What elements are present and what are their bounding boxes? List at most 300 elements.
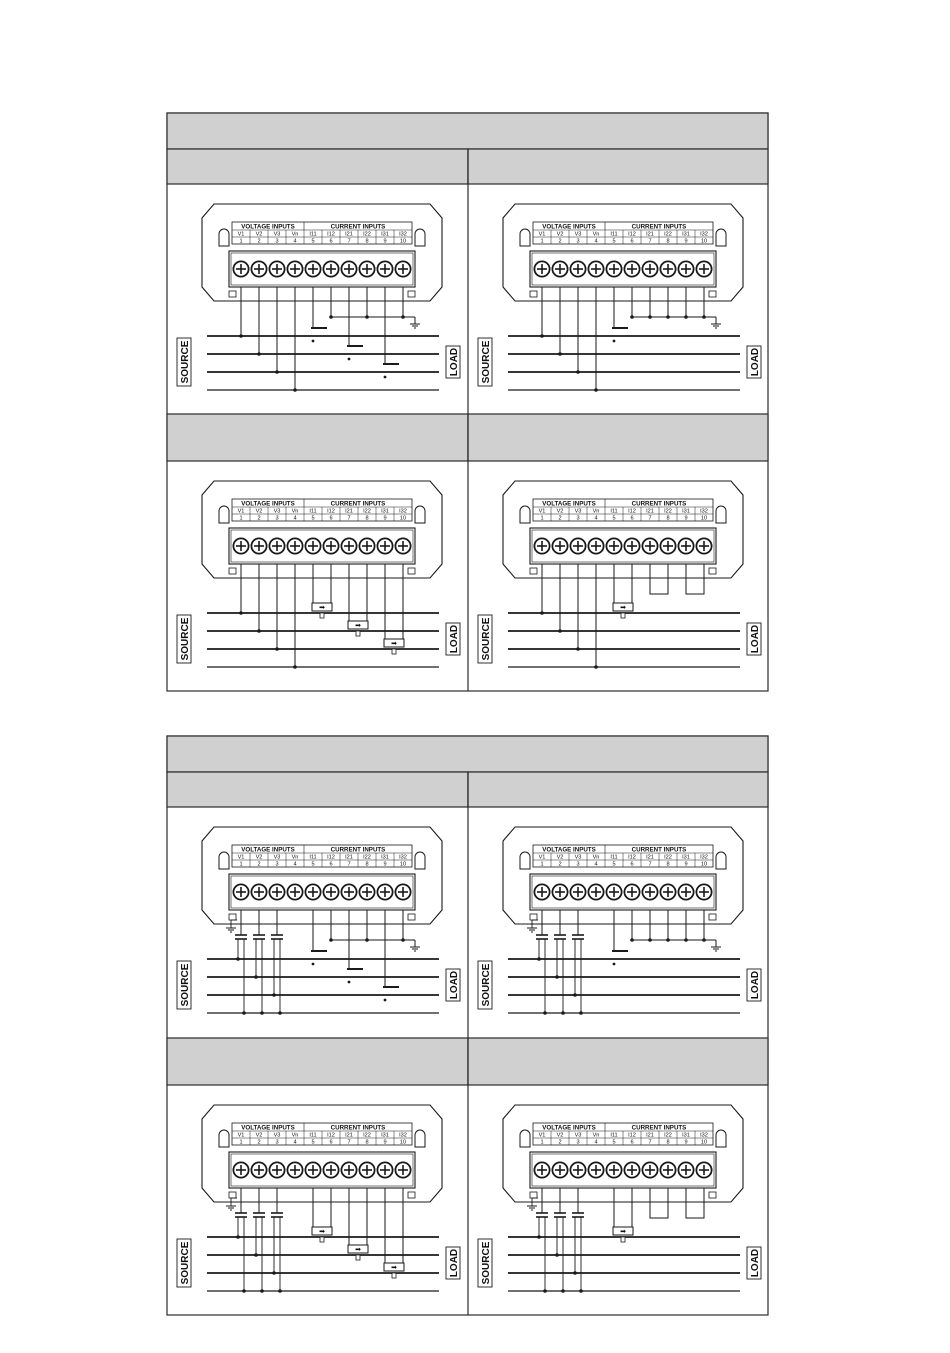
terminal-number: 10 [399,861,407,868]
terminal-label: V3 [574,508,582,515]
terminal-label: I12 [628,1132,636,1139]
earth-tab [709,1192,716,1198]
terminal-number: 9 [383,861,387,868]
voltage-inputs-label: VOLTAGE INPUTS [542,1124,596,1132]
current-inputs-label: CURRENT INPUTS [631,500,687,508]
junction-dot [576,647,580,651]
table-1-col-header-right [468,149,768,184]
terminal-label: I21 [345,1132,353,1139]
earth-tab [530,568,537,574]
terminal-label: I31 [381,1132,389,1139]
terminal-label: I11 [309,854,317,861]
sensor-arrow-icon: ➡ [319,604,325,612]
sensor-arrow-icon: ➡ [319,1228,325,1236]
earth-tab [229,914,236,920]
junction-dot [561,1289,565,1293]
earth-tab [229,291,236,297]
junction-dot [558,629,562,633]
terminal-number: 10 [700,515,708,522]
terminal-number: 7 [347,861,351,868]
sensor-clip [356,631,360,636]
terminal-label: V1 [237,854,245,861]
terminal-label: I32 [700,508,708,515]
junction-dot [275,647,279,651]
table-1-title-bar [167,113,768,149]
junction-dot [242,1011,246,1015]
junction-dot [543,1289,547,1293]
junction-dot [543,1011,547,1015]
terminal-number: 8 [666,1139,670,1146]
junction-dot [537,1235,541,1239]
terminal-label: I21 [646,1132,654,1139]
source-label-group [478,615,492,663]
junction-dot [275,370,279,374]
terminal-number: 8 [666,238,670,245]
terminal-number: 1 [239,1139,243,1146]
wiring-table-1 [167,113,768,691]
earth-tab [530,914,537,920]
terminal-number: 4 [293,515,297,522]
terminal-label: Vn [592,508,600,515]
junction-dot [293,388,297,392]
junction-dot [540,611,544,615]
junction-dot [236,1235,240,1239]
earth-tab [709,568,716,574]
load-label: LOAD [750,624,761,654]
terminal-number: 10 [700,861,708,868]
junction-dot [272,1271,276,1275]
voltage-inputs-label: VOLTAGE INPUTS [241,1124,295,1132]
source-label: SOURCE [481,1241,492,1285]
terminal-number: 6 [329,861,333,868]
ct-polarity-dot [613,340,616,343]
load-label-group [747,1247,761,1279]
terminal-label: Vn [592,231,600,238]
earth-tab [408,1192,415,1198]
junction-dot [239,611,243,615]
terminal-number: 8 [365,1139,369,1146]
junction-dot [573,1271,577,1275]
terminal-number: 4 [594,1139,598,1146]
terminal-number: 6 [329,238,333,245]
junction-dot [555,975,559,979]
current-inputs-label: CURRENT INPUTS [330,223,386,231]
terminal-number: 2 [558,1139,562,1146]
terminal-number: 9 [684,238,688,245]
terminal-label: V2 [255,1132,263,1139]
terminal-number: 1 [540,1139,544,1146]
sensor-clip [392,649,396,654]
terminal-number: 2 [257,861,261,868]
terminal-number: 3 [275,238,279,245]
terminal-label: I31 [381,508,389,515]
terminal-label: V1 [538,1132,546,1139]
terminal-number: 1 [239,861,243,868]
terminal-label: I32 [399,854,407,861]
terminal-label: I22 [664,508,672,515]
sensor-arrow-icon: ➡ [391,640,397,648]
terminal-label: I22 [363,1132,371,1139]
terminal-number: 8 [666,861,670,868]
terminal-number: 3 [576,1139,580,1146]
load-label: LOAD [750,347,761,377]
terminal-number: 5 [612,1139,616,1146]
terminal-label: I11 [309,508,317,515]
table-1-row2-header-right [468,414,768,461]
ct-polarity-dot [312,340,315,343]
current-inputs-label: CURRENT INPUTS [330,846,386,854]
table-2-col-header-right [468,772,768,807]
source-label-group [177,338,191,386]
terminal-number: 4 [594,861,598,868]
terminal-number: 7 [347,238,351,245]
terminal-label: I22 [363,508,371,515]
terminal-label: V3 [273,508,281,515]
current-inputs-label: CURRENT INPUTS [330,1124,386,1132]
terminal-label: Vn [291,1132,299,1139]
terminal-number: 7 [648,515,652,522]
junction-dot [576,370,580,374]
load-label-group [747,969,761,1001]
junction-dot [594,665,598,669]
terminal-label: V3 [574,854,582,861]
sensor-clip [356,1255,360,1260]
terminal-label: I22 [363,231,371,238]
terminal-number: 3 [275,1139,279,1146]
sensor-clip [621,613,625,618]
terminal-label: V2 [556,231,564,238]
earth-tab [709,291,716,297]
terminal-label: I21 [646,854,654,861]
terminal-label: V1 [237,1132,245,1139]
ct-polarity-dot [384,376,387,379]
source-label-group [478,1239,492,1287]
load-label: LOAD [750,1248,761,1278]
terminal-number: 9 [383,515,387,522]
terminal-label: I31 [381,231,389,238]
terminal-label: I21 [345,508,353,515]
terminal-label: V3 [273,854,281,861]
terminal-number: 4 [594,515,598,522]
terminal-label: V2 [556,854,564,861]
terminal-number: 9 [684,1139,688,1146]
junction-dot [555,1253,559,1257]
terminal-label: I22 [363,854,371,861]
terminal-number: 8 [365,238,369,245]
terminal-number: 4 [293,238,297,245]
voltage-inputs-label: VOLTAGE INPUTS [241,846,295,854]
junction-dot [239,334,243,338]
terminal-label: I31 [682,854,690,861]
load-label: LOAD [449,624,460,654]
terminal-label: I31 [682,231,690,238]
wiring-table-2 [167,736,768,1315]
load-label: LOAD [449,1248,460,1278]
load-label: LOAD [449,970,460,1000]
terminal-label: V1 [538,508,546,515]
terminal-number: 3 [576,238,580,245]
junction-dot [260,1011,264,1015]
terminal-number: 1 [540,238,544,245]
terminal-label: I12 [628,854,636,861]
ct-polarity-dot [348,358,351,361]
source-label: SOURCE [180,340,191,384]
earth-tab [530,291,537,297]
terminal-label: Vn [291,854,299,861]
junction-dot [278,1011,282,1015]
terminal-number: 5 [311,238,315,245]
terminal-label: I31 [682,1132,690,1139]
terminal-number: 6 [329,1139,333,1146]
terminal-number: 10 [700,1139,708,1146]
terminal-label: Vn [592,854,600,861]
table-2-row2-header-right [468,1038,768,1085]
junction-dot [558,352,562,356]
terminal-number: 7 [648,1139,652,1146]
terminal-label: I32 [399,1132,407,1139]
earth-tab [408,291,415,297]
terminal-number: 4 [293,1139,297,1146]
junction-dot [573,993,577,997]
terminal-number: 1 [540,515,544,522]
terminal-label: I22 [664,1132,672,1139]
terminal-number: 9 [684,861,688,868]
source-label: SOURCE [481,963,492,1007]
junction-dot [579,1011,583,1015]
earth-tab [408,568,415,574]
terminal-number: 2 [558,861,562,868]
load-label-group [446,346,460,378]
terminal-label: Vn [291,231,299,238]
junction-dot [594,388,598,392]
sensor-arrow-icon: ➡ [355,622,361,630]
sensor-arrow-icon: ➡ [620,604,626,612]
terminal-label: Vn [291,508,299,515]
source-label-group [177,1239,191,1287]
terminal-label: V1 [538,854,546,861]
junction-dot [257,629,261,633]
terminal-label: I12 [327,854,335,861]
ct-polarity-dot [312,963,315,966]
terminal-number: 3 [576,515,580,522]
junction-dot [561,1011,565,1015]
junction-dot [278,1289,282,1293]
terminal-label: I32 [399,231,407,238]
sensor-clip [621,1237,625,1242]
table-2-col-header-left [167,772,468,807]
terminal-label: V1 [237,231,245,238]
terminal-label: Vn [592,1132,600,1139]
terminal-label: I12 [628,508,636,515]
terminal-label: I22 [664,854,672,861]
terminal-number: 10 [399,1139,407,1146]
current-inputs-label: CURRENT INPUTS [631,1124,687,1132]
terminal-number: 2 [558,238,562,245]
load-label-group [446,1247,460,1279]
voltage-inputs-label: VOLTAGE INPUTS [241,223,295,231]
terminal-number: 5 [612,861,616,868]
terminal-number: 2 [257,238,261,245]
voltage-inputs-label: VOLTAGE INPUTS [241,500,295,508]
terminal-number: 2 [558,515,562,522]
earth-tab [229,568,236,574]
ct-polarity-dot [384,999,387,1002]
sensor-arrow-icon: ➡ [355,1246,361,1254]
source-label: SOURCE [180,617,191,661]
earth-tab [709,914,716,920]
terminal-label: V3 [273,231,281,238]
terminal-number: 5 [612,238,616,245]
terminal-label: I21 [345,854,353,861]
current-inputs-label: CURRENT INPUTS [631,846,687,854]
junction-dot [579,1289,583,1293]
terminal-number: 8 [666,515,670,522]
source-label: SOURCE [180,1241,191,1285]
terminal-number: 3 [275,861,279,868]
sensor-clip [320,1237,324,1242]
terminal-number: 10 [399,238,407,245]
terminal-label: I32 [700,854,708,861]
terminal-number: 10 [700,238,708,245]
terminal-label: I22 [664,231,672,238]
terminal-number: 4 [594,238,598,245]
ct-polarity-dot [348,981,351,984]
table-2-row2-header-left [167,1038,468,1085]
terminal-label: I11 [610,508,618,515]
terminal-label: V2 [556,508,564,515]
terminal-label: I12 [628,231,636,238]
junction-dot [254,975,258,979]
junction-dot [242,1289,246,1293]
terminal-label: V2 [255,508,263,515]
terminal-number: 5 [311,1139,315,1146]
terminal-label: V3 [273,1132,281,1139]
terminal-label: I21 [345,231,353,238]
terminal-number: 9 [684,515,688,522]
junction-dot [257,352,261,356]
terminal-number: 1 [239,238,243,245]
terminal-number: 9 [383,1139,387,1146]
source-label: SOURCE [180,963,191,1007]
terminal-number: 8 [365,515,369,522]
terminal-number: 6 [329,515,333,522]
load-label-group [446,969,460,1001]
terminal-label: I12 [327,1132,335,1139]
terminal-label: V2 [255,231,263,238]
terminal-number: 7 [648,238,652,245]
sensor-arrow-icon: ➡ [620,1228,626,1236]
ct-polarity-dot [613,963,616,966]
terminal-label: I32 [700,231,708,238]
junction-dot [272,993,276,997]
terminal-label: V2 [255,854,263,861]
terminal-number: 7 [648,861,652,868]
terminal-label: I11 [309,231,317,238]
voltage-inputs-label: VOLTAGE INPUTS [542,846,596,854]
terminal-number: 5 [311,515,315,522]
source-label: SOURCE [481,340,492,384]
terminal-label: V2 [556,1132,564,1139]
terminal-number: 8 [365,861,369,868]
sensor-clip [320,613,324,618]
current-inputs-label: CURRENT INPUTS [330,500,386,508]
terminal-label: I11 [309,1132,317,1139]
terminal-number: 6 [630,238,634,245]
terminal-label: I11 [610,854,618,861]
terminal-label: I11 [610,231,618,238]
source-label-group [478,338,492,386]
terminal-label: I31 [682,508,690,515]
terminal-number: 5 [311,861,315,868]
load-label-group [747,623,761,655]
terminal-number: 3 [576,861,580,868]
table-2-title-bar [167,736,768,772]
terminal-number: 2 [257,1139,261,1146]
terminal-label: I32 [399,508,407,515]
terminal-number: 3 [275,515,279,522]
earth-tab [229,1192,236,1198]
terminal-label: I21 [646,508,654,515]
terminal-number: 6 [630,515,634,522]
terminal-number: 7 [347,1139,351,1146]
terminal-number: 5 [612,515,616,522]
terminal-number: 2 [257,515,261,522]
earth-tab [530,1192,537,1198]
junction-dot [293,665,297,669]
terminal-number: 9 [383,238,387,245]
earth-tab [408,914,415,920]
terminal-label: I12 [327,508,335,515]
source-label-group [478,961,492,1009]
load-label: LOAD [750,970,761,1000]
terminal-label: I21 [646,231,654,238]
load-label-group [446,623,460,655]
load-label-group [747,346,761,378]
table-1-row2-header-left [167,414,468,461]
terminal-label: V1 [237,508,245,515]
terminal-number: 1 [239,515,243,522]
terminal-label: I12 [327,231,335,238]
junction-dot [260,1289,264,1293]
terminal-number: 4 [293,861,297,868]
table-1-col-header-left [167,149,468,184]
source-label-group [177,615,191,663]
terminal-number: 7 [347,515,351,522]
terminal-label: I11 [610,1132,618,1139]
terminal-number: 1 [540,861,544,868]
voltage-inputs-label: VOLTAGE INPUTS [542,500,596,508]
sensor-clip [392,1273,396,1278]
terminal-number: 6 [630,1139,634,1146]
source-label: SOURCE [481,617,492,661]
terminal-label: I31 [381,854,389,861]
junction-dot [254,1253,258,1257]
current-inputs-label: CURRENT INPUTS [631,223,687,231]
junction-dot [236,957,240,961]
terminal-label: V3 [574,1132,582,1139]
source-label-group [177,961,191,1009]
voltage-inputs-label: VOLTAGE INPUTS [542,223,596,231]
terminal-number: 6 [630,861,634,868]
terminal-label: I32 [700,1132,708,1139]
terminal-label: V1 [538,231,546,238]
junction-dot [537,957,541,961]
junction-dot [540,334,544,338]
terminal-label: V3 [574,231,582,238]
terminal-number: 10 [399,515,407,522]
sensor-arrow-icon: ➡ [391,1264,397,1272]
load-label: LOAD [449,347,460,377]
